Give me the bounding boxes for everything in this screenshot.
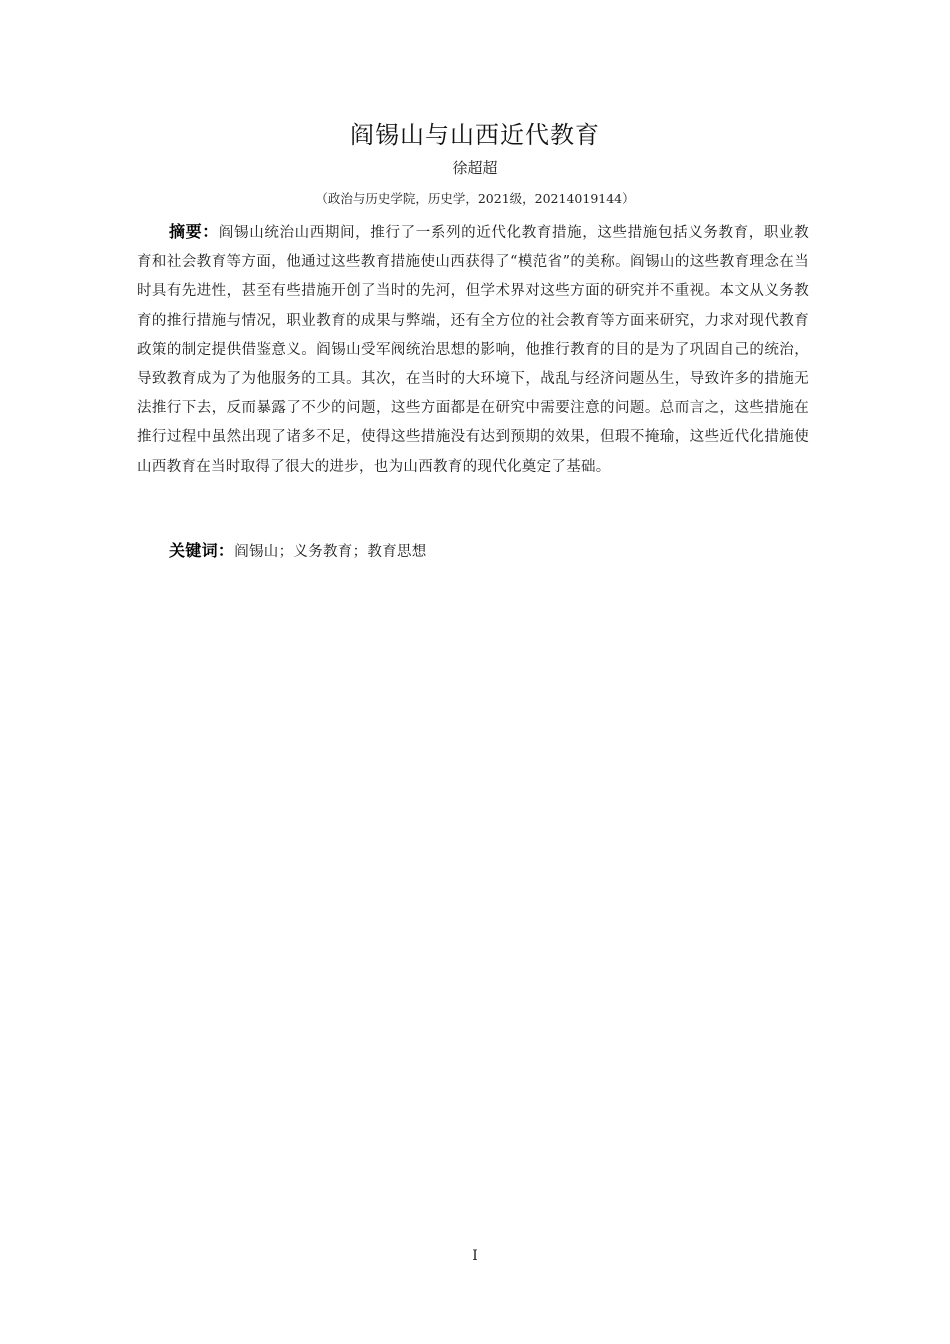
author-name: 徐超超 — [452, 159, 498, 177]
abstract-label: 摘要： — [169, 222, 219, 241]
author-affiliation: （政治与历史学院，历史学，2021级，20214019144） — [315, 191, 635, 206]
keywords-label: 关键词： — [169, 541, 235, 560]
abstract-body: 阎锡山统治山西期间，推行了一系列的近代化教育措施，这些措施包括义务教育，职业教育和社会教育等方面，他通过这些教育措施使山西获得了“模范省”的美称。阎锡山的这些教育理念在当时具有先进性，甚至有些措施开创了当时的先河，但学术界对这些方面的研究并不重视。本文从义务教育的推行措施与情况，职业教育的成果与弊端，还有全方位的社会教育等方面来研究，力求对现代教育政策的制定提供借鉴意义。阎锡山受军阀统治思想的影响，他推行教育的目的是为了巩固自己的统治，导致教育成为了为他服务的工具。其次，在当时的大环境下，战乱与经济问题丛生，导致许多的措施无法推行下去，反而暴露了不少的问题，这些方面都是在研究中需要注意的问题。总而言之，这些措施在推行过程中虽然出现了诸多不足，使得这些措施没有达到预期的效果，但瑕不掩瑜，这些近代化措施使山西教育在当时取得了很大的进步，也为山西教育的现代化奠定了基础。 — [137, 225, 809, 475]
paper-title: 阎锡山与山西近代教育 — [350, 121, 600, 149]
keywords-body: 阎锡山；义务教育；教育思想 — [234, 544, 427, 560]
abstract-paragraph — [137, 217, 809, 482]
page-number: I — [472, 1248, 478, 1264]
keywords-line — [169, 536, 809, 567]
